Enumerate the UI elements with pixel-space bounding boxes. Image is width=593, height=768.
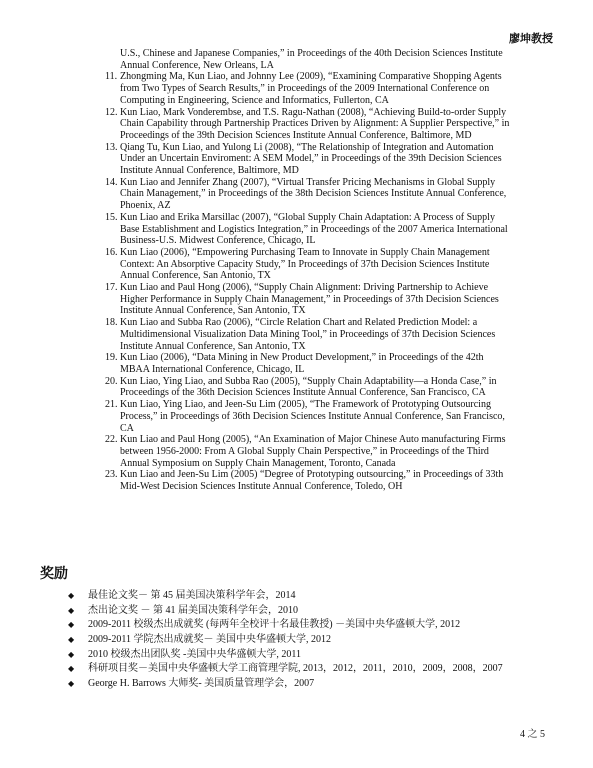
reference-text: Kun Liao (2006), “Empowering Purchasing Team to Innovate in Supply Chain Management Context: An Absorptive Capacity Study,” In Proceedings of 37th Decision Sciences Institute Annual Conference, San Antonio, TX bbox=[120, 246, 490, 282]
award-item bbox=[68, 590, 530, 603]
award-item bbox=[68, 663, 530, 676]
reference-text: Kun Liao and Paul Hong (2006), “Supply Chain Alignment: Driving Partnership to Achieve Higher Performance in Supply Chain Management,” in Proceedings of 37th Decision Sciences Institute Annual Conference, San Antonio, TX bbox=[120, 282, 499, 317]
awards-list bbox=[68, 590, 530, 693]
reference-number: 15. bbox=[105, 211, 118, 223]
author-name-header: 廖坤教授 bbox=[509, 32, 553, 45]
award-text: 2009-2011 学院杰出成就奖－ 美国中央华盛顿大学, 2012 bbox=[88, 634, 331, 646]
diamond-bullet-icon: ◆ bbox=[68, 649, 75, 659]
reference-text: Kun Liao, Ying Liao, and Subba Rao (2005), “Supply Chain Adaptability—a Honda Case,” in Proceedings of the 36th Decision Sciences Institute Annual Conference, San Francisco, CA bbox=[120, 375, 497, 399]
reference-item bbox=[120, 48, 515, 71]
reference-number: 17. bbox=[105, 282, 118, 294]
reference-item bbox=[105, 469, 515, 493]
reference-text: Kun Liao and Jennifer Zhang (2007), “Virtual Transfer Pricing Mechanisms in Global Supply Chain Management,” in Proceedings of the 38th Decision Sciences Institute Annual Conference, Phoenix, AZ bbox=[120, 176, 507, 212]
reference-item bbox=[105, 246, 515, 282]
award-text: George H. Barrows 大师奖- 美国质量管理学会，2007 bbox=[88, 678, 315, 690]
reference-number: 23. bbox=[105, 469, 118, 481]
page-number: 4 之 5 bbox=[520, 729, 545, 740]
award-text: 杰出论文奖 － 第 41 届美国决策科学年会，2010 bbox=[88, 604, 298, 616]
reference-text: Kun Liao, Ying Liao, and Jeen-Su Lim (2005), “The Framework of Prototyping Outsourcing Process,” in Proceedings of 36th Decision Sciences Institute Annual Conference, San Francisco, CA bbox=[120, 399, 505, 434]
reference-item bbox=[105, 375, 515, 399]
reference-text: Kun Liao and Paul Hong (2005), “An Examination of Major Chinese Auto manufacturing Firms between 1956-2000: From A Global Supply Chain Perspective,” in Proceedings of the Third Annual Symposium on Supply Chain Management, Toronto, Canada bbox=[120, 434, 506, 469]
reference-number: 12. bbox=[105, 106, 118, 118]
awards-heading: 奖励 bbox=[40, 566, 68, 582]
reference-text: Kun Liao and Jeen-Su Lim (2005) “Degree of Prototyping outsourcing,” in Proceedings of 33th Mid-West Decision Sciences Institute Annual Conference, Toledo, OH bbox=[120, 469, 504, 493]
diamond-bullet-icon: ◆ bbox=[68, 605, 75, 615]
reference-number: 19. bbox=[105, 352, 118, 364]
diamond-bullet-icon: ◆ bbox=[68, 664, 75, 674]
award-text: 最佳论文奖－ 第 45 届美国决策科学年会，2014 bbox=[88, 590, 296, 601]
reference-number: 21. bbox=[105, 399, 118, 411]
reference-text: U.S., Chinese and Japanese Companies,” in Proceedings of the 40th Decision Sciences Institute Annual Conference, New Orleans, LA bbox=[120, 48, 503, 71]
reference-item bbox=[105, 352, 515, 375]
award-text: 2009-2011 校级杰出成就奖 (每两年全校评十名最佳教授) －美国中央华盛顿大学, 2012 bbox=[88, 619, 461, 631]
reference-text: Kun Liao, Mark Vonderembse, and T.S. Ragu-Nathan (2008), “Achieving Build-to-order Supply Chain Capability through Partnership Practices Driven by Alignment: A Supplier Perspective,” in Proceedings of the 39th Decision Sciences Institute Annual Conference, Baltimore, MD bbox=[120, 106, 510, 141]
diamond-bullet-icon: ◆ bbox=[68, 591, 75, 600]
reference-item bbox=[105, 176, 515, 212]
reference-text: Kun Liao and Subba Rao (2006), “Circle Relation Chart and Related Prediction Model: a Multidimensional Visualization Data Mining Tool,” in Proceedings of 37th Decision Sciences Institute Annual Conference, San Antonio, TX bbox=[120, 317, 496, 352]
reference-number: 18. bbox=[105, 317, 118, 329]
reference-item bbox=[105, 282, 515, 317]
reference-number: 16. bbox=[105, 246, 118, 258]
award-item bbox=[68, 605, 530, 618]
reference-text: Qiang Tu, Kun Liao, and Yulong Li (2008), “The Relationship of Integration and Automation Under an Uncertain Enviroment: A SEM Model,” in Proceedings of the 39th Decision Sciences Institute Annual Conference, Baltimore, MD bbox=[120, 141, 502, 177]
reference-number: 11. bbox=[105, 71, 118, 83]
award-item bbox=[68, 649, 530, 662]
reference-text: Zhongming Ma, Kun Liao, and Johnny Lee (2009), “Examining Comparative Shopping Agents from Two Types of Search Results,” in Proceedings of the 2009 International Conference on Computing in Engineering, Science and Informatics, Fullerton, CA bbox=[120, 71, 502, 106]
diamond-bullet-icon: ◆ bbox=[68, 620, 75, 630]
award-item bbox=[68, 634, 530, 647]
reference-text: Kun Liao and Erika Marsillac (2007), “Global Supply Chain Adaptation: A Process of Supply Base Establishment and Logistics Integration,” in Proceedings of the 2007 America International Business-U.S. Midwest Conference, Chicago, IL bbox=[120, 211, 508, 247]
reference-item bbox=[105, 141, 515, 177]
reference-item bbox=[105, 211, 515, 247]
reference-item bbox=[105, 434, 515, 469]
award-item bbox=[68, 619, 530, 632]
reference-number: 22. bbox=[105, 434, 118, 446]
award-text: 科研项目奖－美国中央华盛顿大学工商管理学院, 2013，2012，2011，2010，2009，2008，2007 bbox=[88, 663, 503, 675]
reference-text: Kun Liao (2006), “Data Mining in New Product Development,” in Proceedings of the 42th MBAA International Conference, Chicago, IL bbox=[120, 352, 484, 375]
diamond-bullet-icon: ◆ bbox=[68, 635, 75, 645]
reference-item bbox=[105, 399, 515, 434]
references-list bbox=[105, 48, 515, 493]
reference-number: 20. bbox=[105, 375, 118, 387]
award-item bbox=[68, 678, 530, 691]
reference-item bbox=[105, 106, 515, 142]
reference-item bbox=[105, 317, 515, 352]
award-text: 2010 校级杰出团队奖 -美国中央华盛顿大学, 2011 bbox=[88, 648, 301, 660]
reference-number: 13. bbox=[105, 141, 118, 153]
reference-item bbox=[105, 71, 515, 106]
diamond-bullet-icon: ◆ bbox=[68, 679, 75, 689]
reference-number: 14. bbox=[105, 176, 118, 188]
